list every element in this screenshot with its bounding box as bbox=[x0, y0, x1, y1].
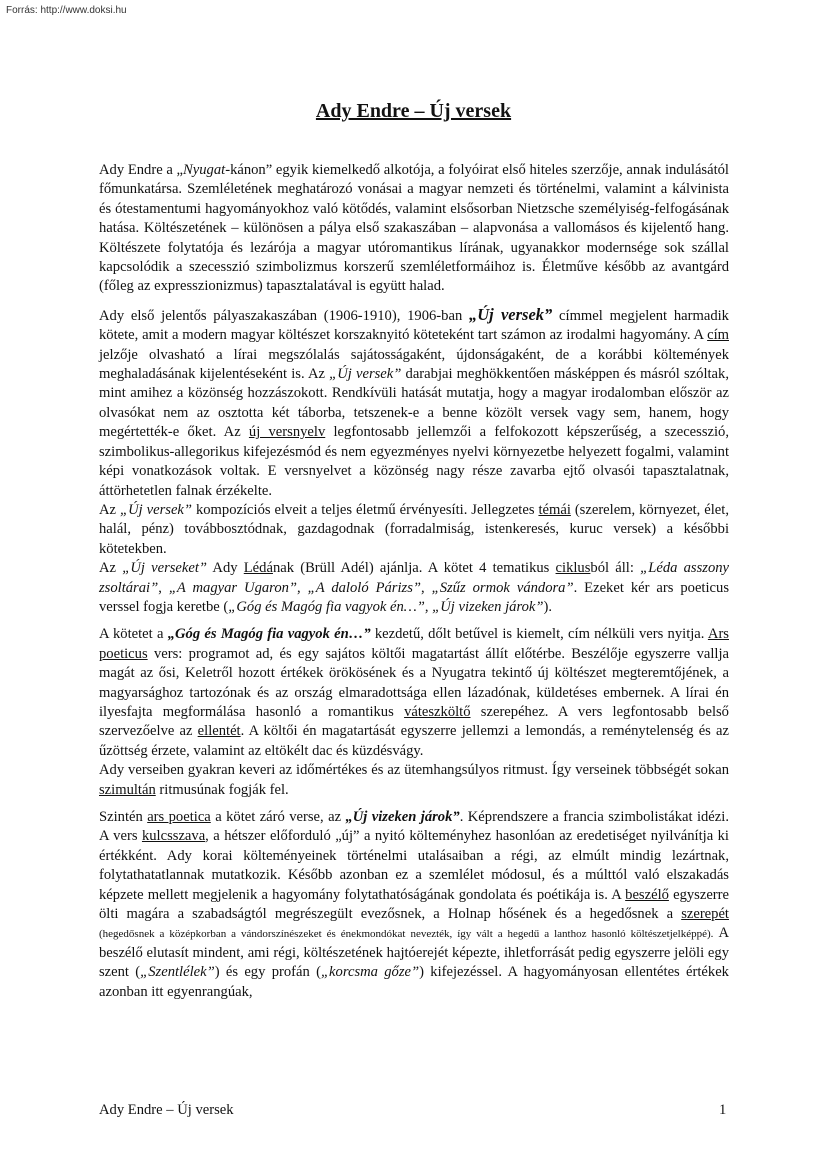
paragraph-uj-versek: Ady első jelentős pályaszakaszában (1906-1910), 1906-ban „Új versek” címmel megjelent harmadik kötete, amit a modern magyar költészet korszaknyitó köteteként tart számon az irodalmi hagyomány. A cím jelzője olvasható a lírai megszólalás sajátosságaként, újdonságaként, de a korábbi költemények meghaladásának kijelentéseként is. Az „Új versek” darabjai meghökkentően másképpen és másról szóltak, mint amihez a közönség hozzászokott. Rendkívüli hatását mutatja, hogy a magyar irodalomban először az olvasókat nem az osztotta két táborba, tetszenek-e a benne közölt versek vagy sem, hanem, hogy megértették-e őket. Az új versnyelv legfontosabb jellemzői a felfokozott képszerűség, a szecesszió, szimbolikus-allegorikus kifejezésmód és nem egyezményes nyelvi környezetbe helyezett fogalmi, valamint képi vonatkozások voltak. E versnyelvet a közönség nagy része zavarba ejtő olvasói tapasztalatnak, áttörhetetlen falnak érzékelte. bbox=[99, 304, 729, 499]
footer-title: Ady Endre – Új versek bbox=[99, 1102, 234, 1118]
paragraph-cycles: Az „Új verseket” Ady Lédának (Brüll Adél) ajánlja. A kötet 4 tematikus ciklusból áll: „Léda asszony zsoltárai”, „A magyar Ugaron”, „A daloló Párizs”, „Szűz ormok vándora”. Ezeket kér ars poeticus verssel fogja keretbe („Góg és Magóg fia vagyok én…”, „Új vizeken járok”). bbox=[99, 560, 730, 615]
paragraph-themes: Az „Új versek” kompozíciós elveit a teljes életmű érvényesíti. Jellegzetes témái (szerelem, környezet, élet, halál, pénz) továbbosztódnak, gazdagodnak (forradalmiság, istenkeresés, kuruc versek) a későbbi kötetekben. bbox=[99, 501, 729, 557]
page-title: Ady Endre – Új versek bbox=[315, 100, 512, 122]
paragraph-uj-vizeken: Szintén ars poetica a kötet záró verse, az „Új vizeken járok”. Képrendszere a francia szimbolistákat idézi. A vers kulcsszava, a hétszer előforduló „új” a nyitó költeményhez hasonlóan az eredetiséget nyilvánítja ki értékként. Ady korai költeményeinek történelmi utalásaiban a régi, az elmúlt mindig lezártnak, folytathatatlannak mutatkozik. Később azonban ez a szemlélet módosul, és a múlttól való elszakadás képzete mellett megjelenik a hagyomány folytathatóságának gondolata és poétikája is. A beszélő egyszerre ölti magára a szabadságtól megrészegült evezősnek, a Holnap hősének és a hegedősnek a szerepét (hegedősnek a középkorban a vándorszínészeket és énekmondókat nevezték, így vált a hegedű a lanthoz hasonló költészetjelképpé). A beszélő elutasít mindent, ami régi, költészetének hajtóerejét képezte, ihletforrását pedig egyszerre jelöli egy szent („Szentlélek”) és egy profán („korcsma gőze”) kifejezéssel. A hagyományosan ellentétes értékek azonban itt egyenrangúak, bbox=[99, 809, 729, 1000]
paragraph-rhythm: Ady verseiben gyakran keveri az időmértékes és az ütemhangsúlyos ritmust. Így verseinek többségét sokan szimultán ritmusúnak fogják fel. bbox=[99, 762, 729, 798]
page-number: 1 bbox=[719, 1102, 727, 1118]
paragraph-gog-magog: A kötetet a „Góg és Magóg fia vagyok én…” kezdetű, dőlt betűvel is kiemelt, cím nélküli vers nyitja. Ars poeticus vers: programot ad, és egy sajátos költői magatartást állít előtérbe. Beszélője egyszerre vallja magát az ősi, Keletről hozott értékek örökösének és a Nyugatra tekintő új költészet megteremtőjének, a magyarsághoz tartozónak és az ország elmaradottsága ellen lázadónak, küldetéses embernek. A lírai én ilyesfajta megformálása hasonló a romantikus váteszköltő szerepéhez. A vers legfontosabb belső szervezőelve az ellentét. A költői én magatartását egyszerre jellemzi a lemondás, a reménytelenség és az űzöttség érzete, valamint az eltökélt dac és küzdésvágy. bbox=[99, 626, 729, 759]
paragraph-intro: Ady Endre a „Nyugat-kánon” egyik kiemelkedő alkotója, a folyóirat első hiteles szerzője, annak indulásától főmunkatársa. Szemléletének meghatározó vonásai a magyar nemzeti és történelmi, valamint a kálvinista és ótestamentumi hagyományokhoz való kötődés, valamint elsősorban Nietzsche személyiség-felfogásának hatása. Költészetének – különösen a pálya első szakaszában – alapvonása a vallomásos és kijelentő hang. Költészete folytatója és lezárója a magyar utóromantikus lírának, ugyanakkor modernsége sok szállal kapcsolódik a szecesszió szimbolizmus korszerű szemléletformáihoz is. Életműve később az avantgárd (főleg az expresszionizmus) tapasztalatával is együtt halad. bbox=[99, 162, 729, 295]
source-note: Forrás: http://www.doksi.hu bbox=[6, 5, 127, 16]
document-body bbox=[99, 161, 729, 1002]
